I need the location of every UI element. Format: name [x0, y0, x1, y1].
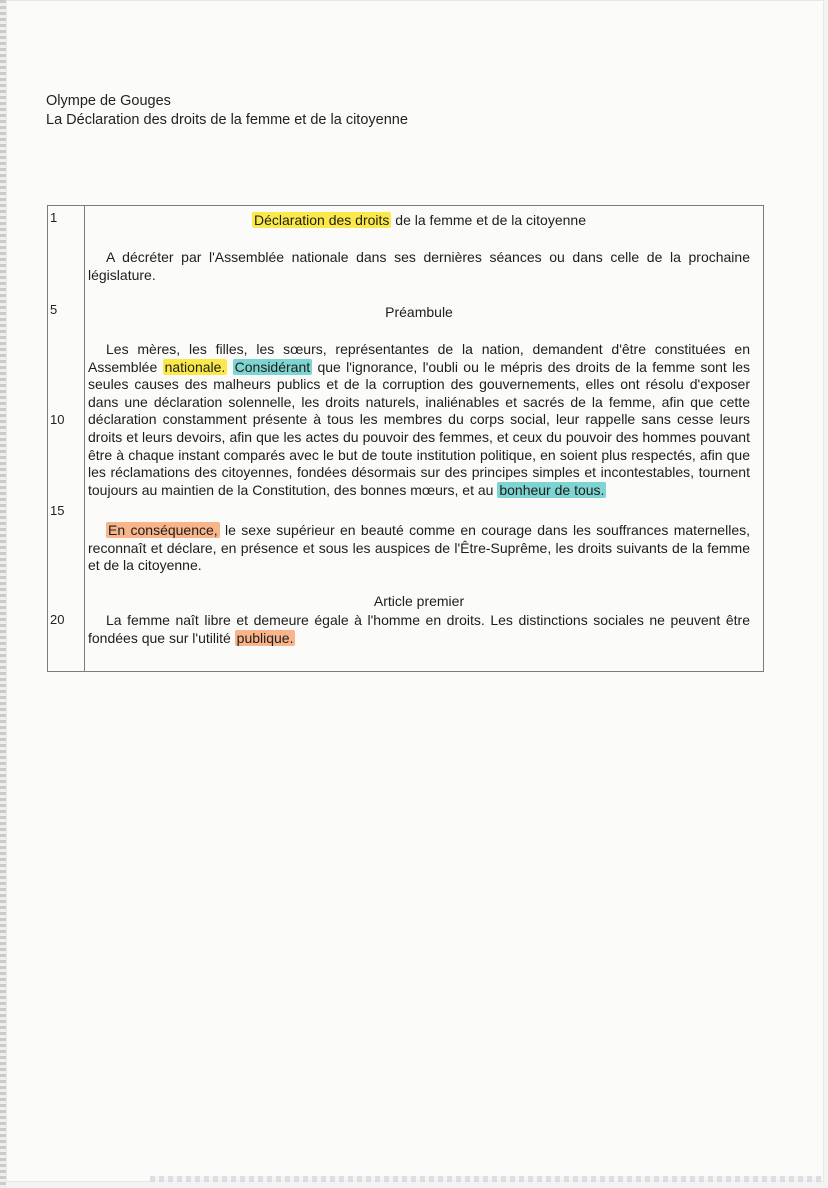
- highlight-bonheur: bonheur de tous.: [499, 481, 605, 498]
- author-name: Olympe de Gouges: [46, 93, 171, 109]
- title-rest: de la femme et de la citoyenne: [391, 212, 586, 228]
- preambule-heading: Préambule: [385, 304, 453, 320]
- highlight-publique: publique.: [236, 629, 294, 646]
- consequence-text: le sexe supérieur en beauté comme en courage dans les souffrances maternelles, reconnaît et déclare, en présence et sous les auspices de l'Être-Suprême, les droits suivants de la femme et de la citoyenne.: [88, 522, 750, 574]
- document-title: La Déclaration des droits de la femme et de la citoyenne: [46, 112, 408, 128]
- highlight-nationale: nationale.: [164, 358, 226, 375]
- line-number-1: 1: [50, 210, 58, 225]
- line-number-15: 15: [50, 503, 65, 518]
- declaration-title: [88, 212, 750, 230]
- decree-paragraph: A décréter par l'Assemblée nationale dans ses dernières séances ou dans celle de la prochaine législature.: [88, 249, 750, 283]
- preambule-text-b: que l'ignorance, l'oubli ou le mépris des droits de la femme sont les seules causes des malheurs publics et de la corruption des gouvernements, elles ont résolu d'exposer dans une déclaration solennelle, les droits naturels, inaliénables et sacrés de la femme, afin que cette déclaration constamment présente à tous les membres du corps social, leur rappelle sans cesse leurs droits et leurs devoirs, afin que les actes du pouvoir des femmes, et ceux du pouvoir des hommes pouvant être à chaque instant comparés avec le but de toute institution politique, en soient plus respectés, afin que les réclamations des citoyennes, fondées désormais sur des principes simples et incontestables, tournent toujours au maintien de la Constitution, des bonnes mœurs, et au: [88, 358, 751, 498]
- line-number-5: 5: [50, 302, 58, 317]
- highlight-consequence: En conséquence,: [108, 522, 218, 538]
- sleeve-edge: [150, 1176, 822, 1182]
- line-number-10: 10: [50, 412, 65, 427]
- preambule-text-a: Les mères, les filles, les sœurs, représentantes de la nation, demandent d'être constituées en Assemblée: [88, 341, 750, 375]
- highlight-declaration: Déclaration des droits: [254, 212, 390, 228]
- line-number-20: 20: [50, 612, 65, 627]
- preambule-paragraph: [88, 341, 750, 499]
- consequence-paragraph: [88, 522, 750, 575]
- article-text: La femme naît libre et demeure égale à l'homme en droits. Les distinctions sociales ne peuvent être fondées que sur l'utilité: [88, 612, 750, 646]
- line-number-gutter: [48, 206, 85, 671]
- article-heading: Article premier: [373, 593, 465, 609]
- document-header: [46, 92, 408, 130]
- article-paragraph: [88, 612, 750, 647]
- highlight-considerant: Considérant: [234, 358, 311, 375]
